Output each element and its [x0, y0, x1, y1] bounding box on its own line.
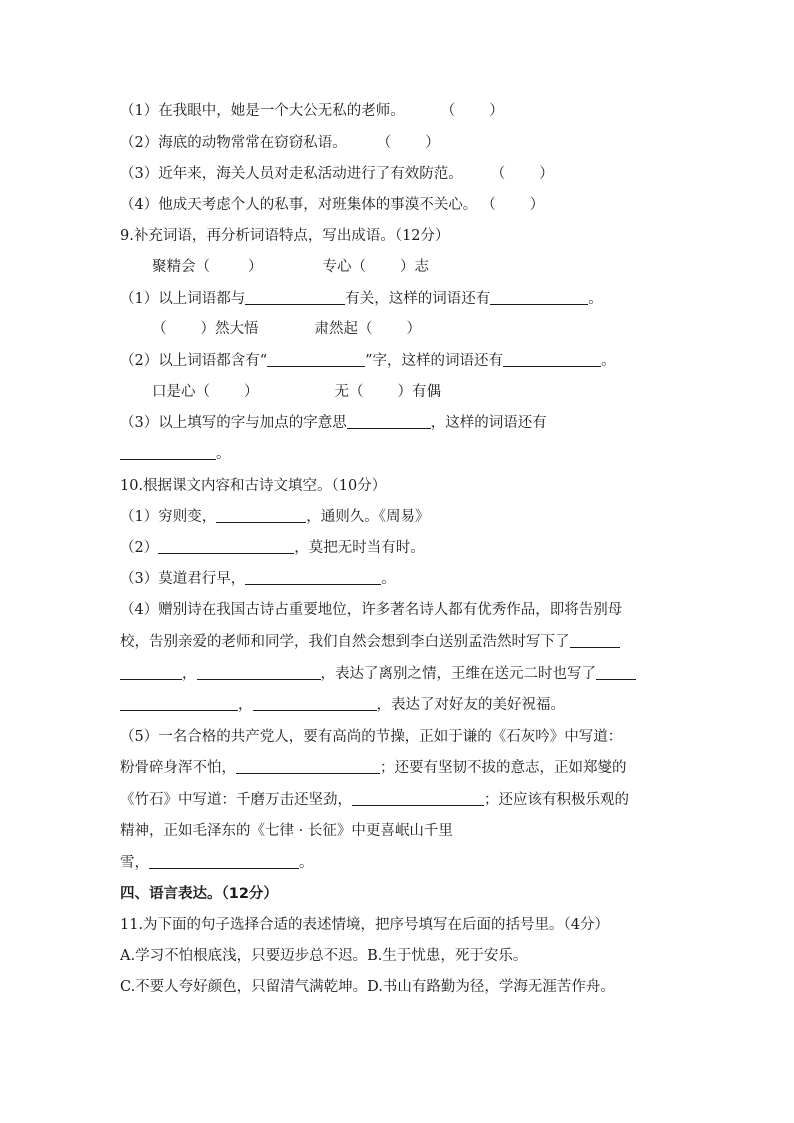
q8-item-4-text: （4）他成天考虑个人的私事，对班集体的事漠不关心。: [120, 197, 478, 213]
q10-sub-3: （3）莫道君行早， 。: [120, 571, 396, 587]
q8-item-4: （4）他成天考虑个人的私事，对班集体的事漠不关心。 （ ）: [120, 197, 545, 213]
q8-item-1: （1）在我眼中，她是一个大公无私的老师。 （ ）: [120, 103, 504, 119]
q9-sub-3: （3）以上填写的字与加点的字意思 ，这样的词语还有: [120, 415, 547, 431]
q9-sub-1: （1）以上词语都与 有关，这样的词语还有 。: [120, 291, 603, 307]
q8-item-3-text: （3）近年来，海关人员对走私活动进行了有效防范。: [120, 166, 463, 182]
answer-blank[interactable]: [236, 758, 380, 774]
answer-blank[interactable]: [253, 695, 377, 711]
q8-item-2: （2）海底的动物常常在窃窃私语。 （ ）: [120, 135, 440, 151]
q9-word-row-3: 口是心（ ） 无（ ）有偶: [152, 384, 441, 400]
q11-options-line-1: A.学习不怕根底浅，只要迈步总不迟。B.生于忧患，死于安乐。: [120, 948, 528, 964]
answer-blank[interactable]: [490, 289, 588, 305]
q10-sub-4-line-2: 校，告别亲爱的老师和同学，我们自然会想到李白送别孟浩然时写下了: [120, 632, 620, 652]
q10-sub-2: （2） ，莫把无时当有时。: [120, 540, 425, 556]
q10-sub-5-line-1: （5）一名合格的共产党人，要有高尚的节操，正如于谦的《石灰吟》中写道：: [120, 729, 623, 745]
answer-blank[interactable]: [120, 695, 238, 711]
answer-blank[interactable]: [158, 538, 294, 554]
q10-title: 10.根据课文内容和古诗文填空。（10分）: [120, 478, 387, 494]
q10-sub-4-line-4: ， ，表达了对好友的美好祝福。: [120, 695, 565, 715]
q10-sub-5-line-4: 精神，正如毛泽东的《七律 · 长征》中更喜岷山千里: [120, 823, 453, 839]
q9-title: 9.补充词语，再分析词语特点，写出成语。（12分）: [120, 228, 450, 244]
answer-blank[interactable]: [352, 790, 484, 806]
answer-blank[interactable]: [503, 351, 601, 367]
q9-sub-2: （2）以上词语都含有“ ”字，这样的词语还有 。: [120, 353, 616, 369]
answer-blank[interactable]: [596, 664, 636, 680]
q8-item-2-text: （2）海底的动物常常在窃窃私语。: [120, 135, 347, 151]
q11-options-line-2: C.不要人夸好颜色，只留清气满乾坤。D.书山有路勤为径，学海无涯苦作舟。: [120, 979, 615, 995]
q9-word-row-1: 聚精会（ ） 专心（ ）志: [152, 259, 429, 275]
q10-sub-5-line-2: 粉骨碎身浑不怕， ；还要有坚韧不拔的意志，正如郑燮的: [120, 760, 627, 776]
section-4-heading: 四、语言表达。（12分）: [120, 886, 278, 902]
q10-sub-1: （1）穷则变， ，通则久。《周易》: [120, 509, 430, 525]
answer-blank[interactable]: [347, 413, 431, 429]
answer-blank[interactable]: [216, 507, 306, 523]
q9-sub-3-cont: 。: [120, 444, 231, 464]
q8-item-1-text: （1）在我眼中，她是一个大公无私的老师。: [120, 103, 405, 119]
q10-sub-5-line-5: 雪， 。: [120, 855, 314, 871]
q8-item-3: （3）近年来，海关人员对走私活动进行了有效防范。 （ ）: [120, 166, 554, 182]
q10-sub-5-line-3: 《竹石》中写道：千磨万击还坚劲， ；还应该有积极乐观的: [120, 792, 629, 808]
answer-blank[interactable]: [570, 632, 620, 648]
answer-blank[interactable]: [245, 289, 345, 305]
answer-blank[interactable]: [149, 853, 299, 869]
q9-word-row-2: （ ）然大悟 肃然起（ ）: [152, 321, 421, 337]
q10-sub-4-line-1: （4）赠别诗在我国古诗占重要地位，许多著名诗人都有优秀作品，即将告别母: [120, 602, 623, 618]
q11-title: 11.为下面的句子选择合适的表述情境，把序号填写在后面的括号里。（4分）: [120, 917, 610, 933]
answer-blank[interactable]: [197, 664, 321, 680]
answer-blank[interactable]: [267, 351, 365, 367]
q10-sub-4-line-3: ， ，表达了离别之情，王维在送元二时也写了: [120, 664, 636, 684]
answer-blank[interactable]: [120, 664, 182, 680]
answer-blank[interactable]: [245, 569, 381, 585]
answer-blank[interactable]: [120, 444, 216, 460]
